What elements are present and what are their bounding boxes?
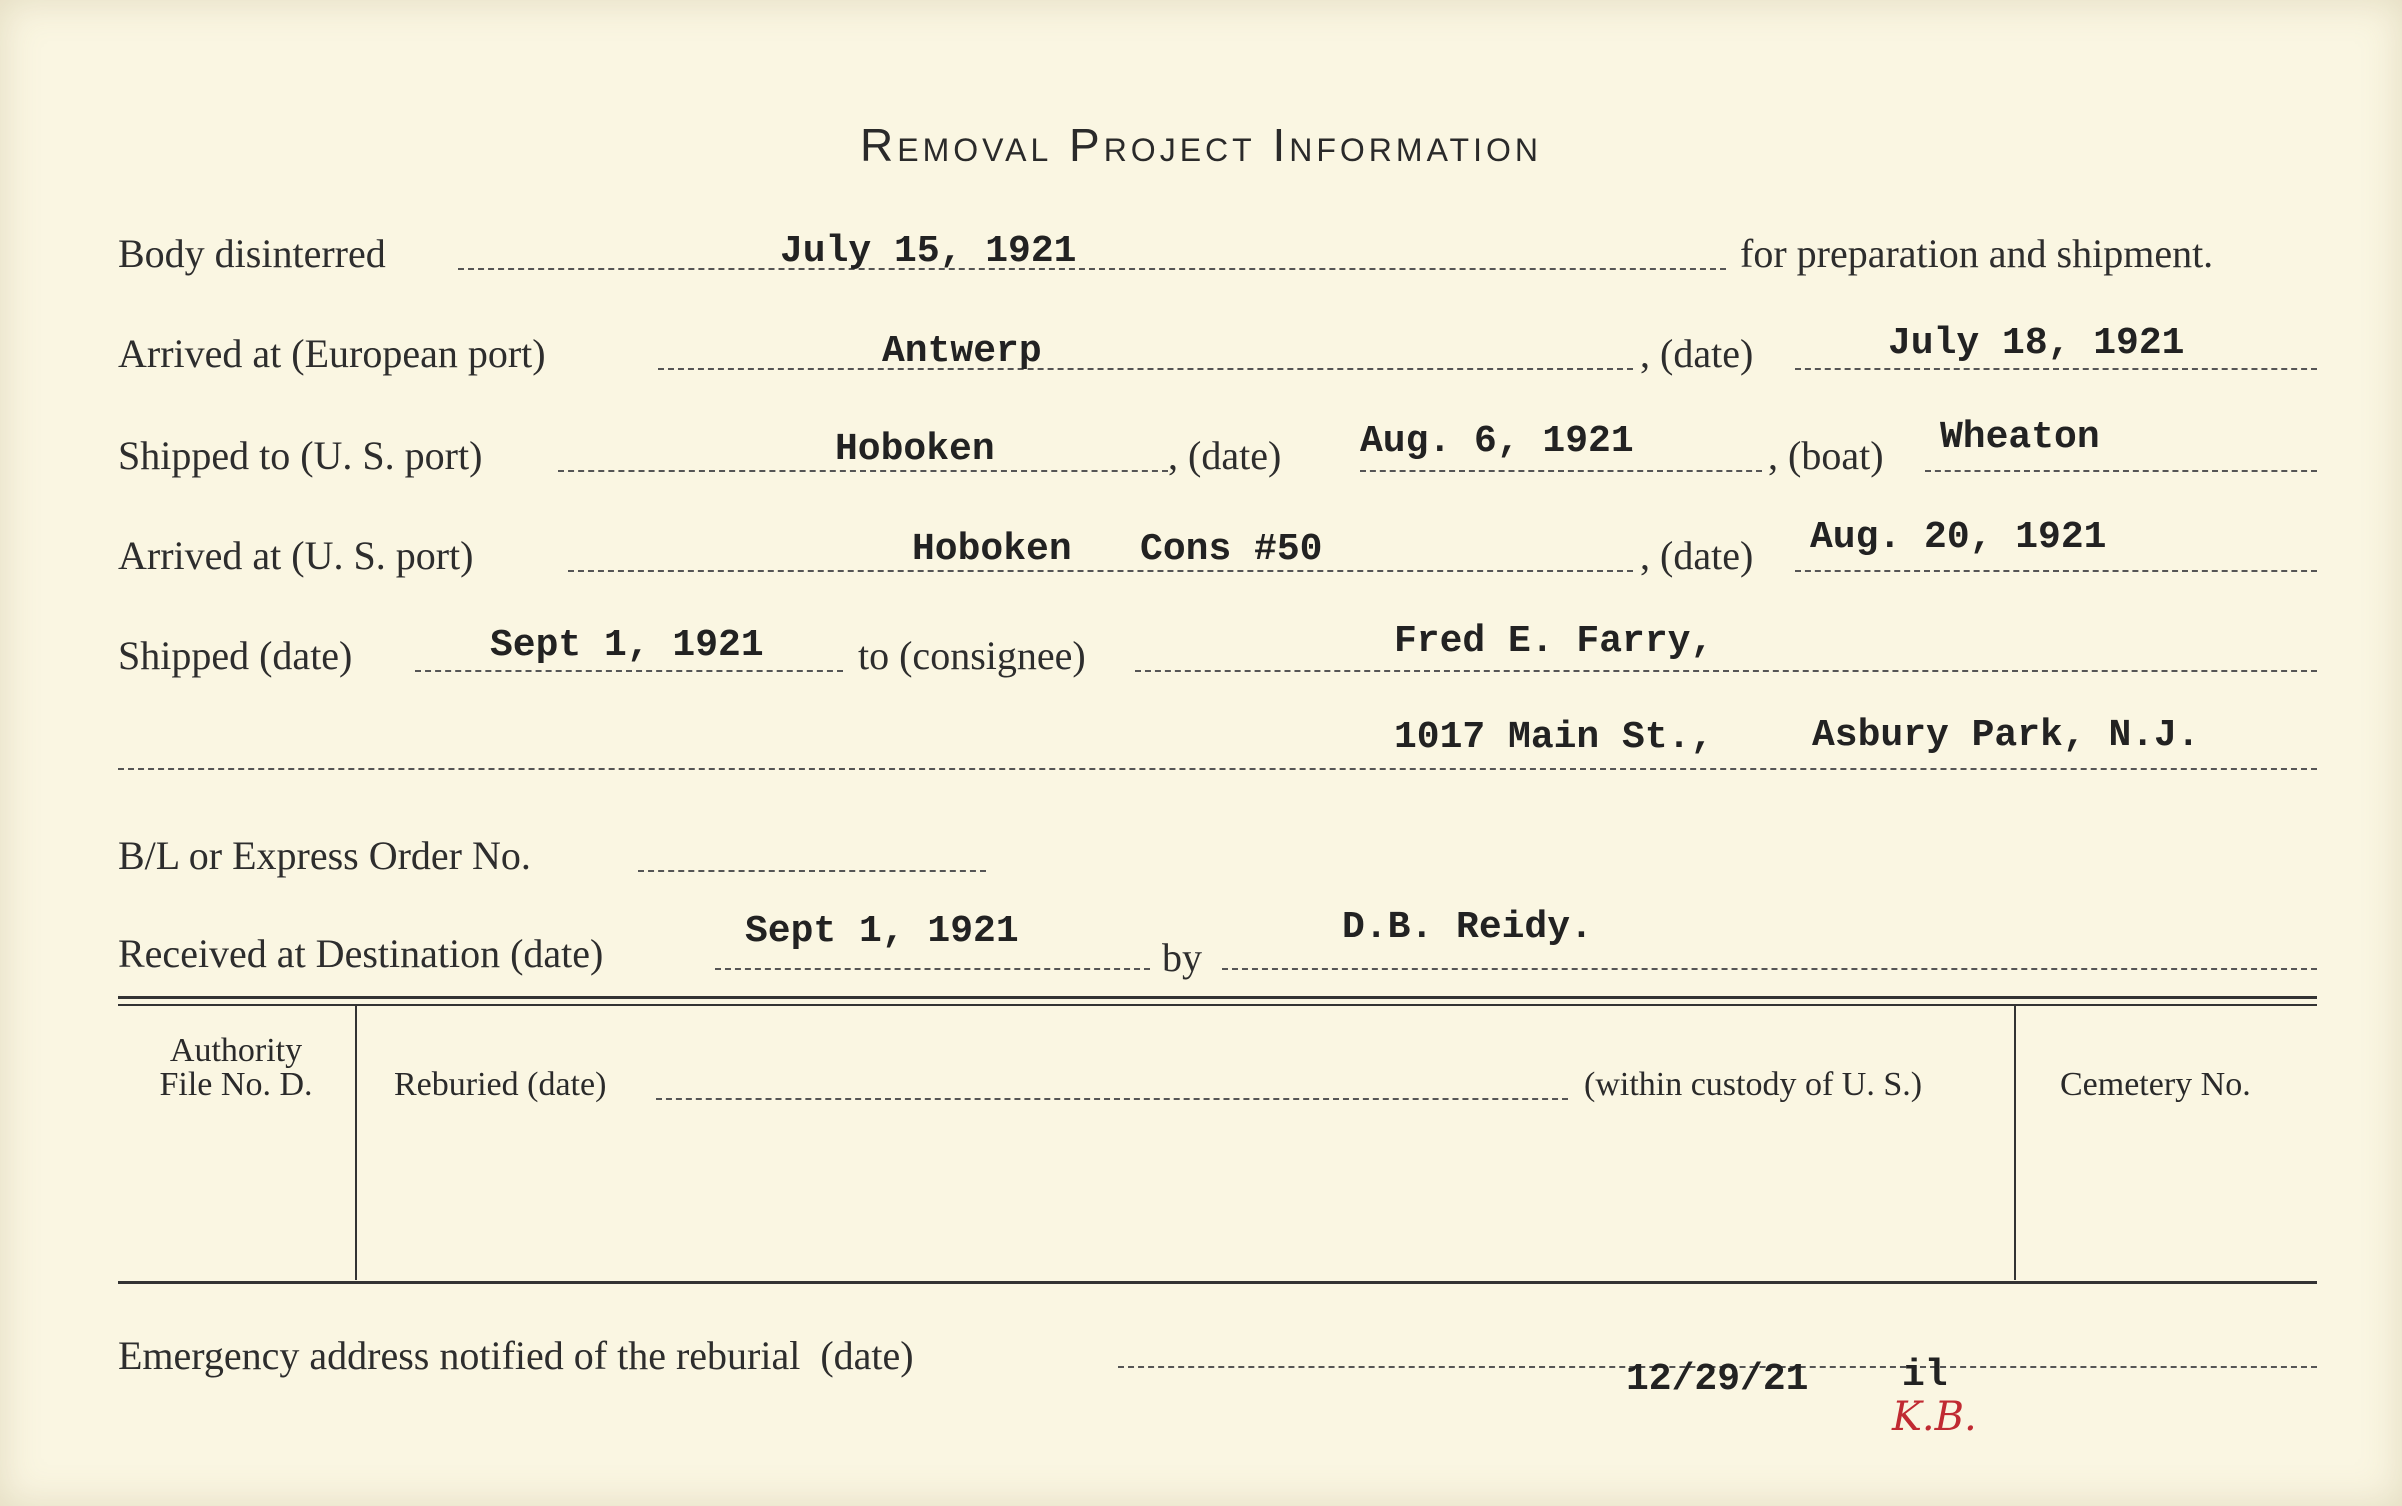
euro-port-label: Arrived at (European port) <box>118 331 546 376</box>
table-divider-left <box>355 1006 357 1280</box>
custody-label: (within custody of U. S.) <box>1584 1066 1923 1103</box>
shipped-us-value: Hoboken <box>835 428 995 471</box>
euro-port-date-value: July 18, 1921 <box>1888 322 2185 365</box>
address-city: Asbury Park, N.J. <box>1812 714 2200 757</box>
disinterred-label: Body disinterred <box>118 231 386 276</box>
euro-port-date-line <box>1795 368 2317 370</box>
emergency-mark: il <box>1902 1354 1948 1397</box>
arrived-us-label: Arrived at (U. S. port) <box>118 533 474 578</box>
reburied-label: Reburied (date) <box>394 1066 607 1103</box>
disinterred-line <box>458 268 1726 270</box>
cemetery-label: Cemetery No. <box>2060 1066 2251 1103</box>
address-street: 1017 Main St., <box>1394 716 1714 759</box>
disinterred-suffix: for preparation and shipment. <box>1740 231 2214 276</box>
arrived-us-date-line <box>1795 570 2317 572</box>
arrived-us-date-label: , (date) <box>1640 533 1754 578</box>
shipped-date-line <box>415 670 843 672</box>
reburied-line <box>656 1098 1568 1100</box>
arrived-us-date-value: Aug. 20, 1921 <box>1810 516 2107 559</box>
euro-port-value: Antwerp <box>882 330 1042 373</box>
shipped-date-label: Shipped (date) <box>118 633 353 678</box>
shipped-date-value: Sept 1, 1921 <box>490 624 764 667</box>
emergency-value: 12/29/21 <box>1626 1358 1809 1401</box>
received-value: Sept 1, 1921 <box>745 910 1019 953</box>
received-by-value: D.B. Reidy. <box>1342 906 1593 949</box>
card-title <box>0 118 2402 172</box>
consignee-line <box>1135 670 2317 672</box>
table-divider-right <box>2014 1006 2016 1280</box>
disinterred-value: July 15, 1921 <box>780 230 1077 273</box>
authority-line-1: Authority <box>169 1032 303 1069</box>
authority-line-2: File No. D. <box>159 1066 313 1103</box>
address-line <box>118 768 2317 770</box>
euro-port-date-label: , (date) <box>1640 331 1754 376</box>
boat-line <box>1925 470 2317 472</box>
boat-value: Wheaton <box>1940 416 2100 459</box>
table-top-rule-2 <box>118 1004 2317 1006</box>
consignee-label: to (consignee) <box>858 633 1086 678</box>
table-bottom-rule <box>118 1281 2317 1284</box>
shipped-us-label: Shipped to (U. S. port) <box>118 433 483 478</box>
shipped-us-date-label: , (date) <box>1168 433 1282 478</box>
euro-port-line <box>658 368 1633 370</box>
bl-label: B/L or Express Order No. <box>118 833 531 878</box>
shipped-us-date-line <box>1360 470 1762 472</box>
card-title-text: Removal Project Information <box>860 119 1542 171</box>
bl-line <box>638 870 986 872</box>
consignee-value: Fred E. Farry, <box>1394 620 1714 663</box>
received-line <box>715 968 1150 970</box>
emergency-label: Emergency address notified of the reburial (date) <box>118 1333 914 1378</box>
received-by-label: by <box>1162 935 1202 980</box>
table-top-rule <box>118 996 2317 999</box>
arrived-us-value: Hoboken Cons #50 <box>912 528 1323 571</box>
received-by-line <box>1222 968 2317 970</box>
boat-label: , (boat) <box>1768 433 1884 478</box>
received-label: Received at Destination (date) <box>118 931 604 976</box>
initials-signature: K.B. <box>1892 1394 1977 1440</box>
shipped-us-date-value: Aug. 6, 1921 <box>1360 420 1634 463</box>
authority-cell <box>118 1034 354 1102</box>
